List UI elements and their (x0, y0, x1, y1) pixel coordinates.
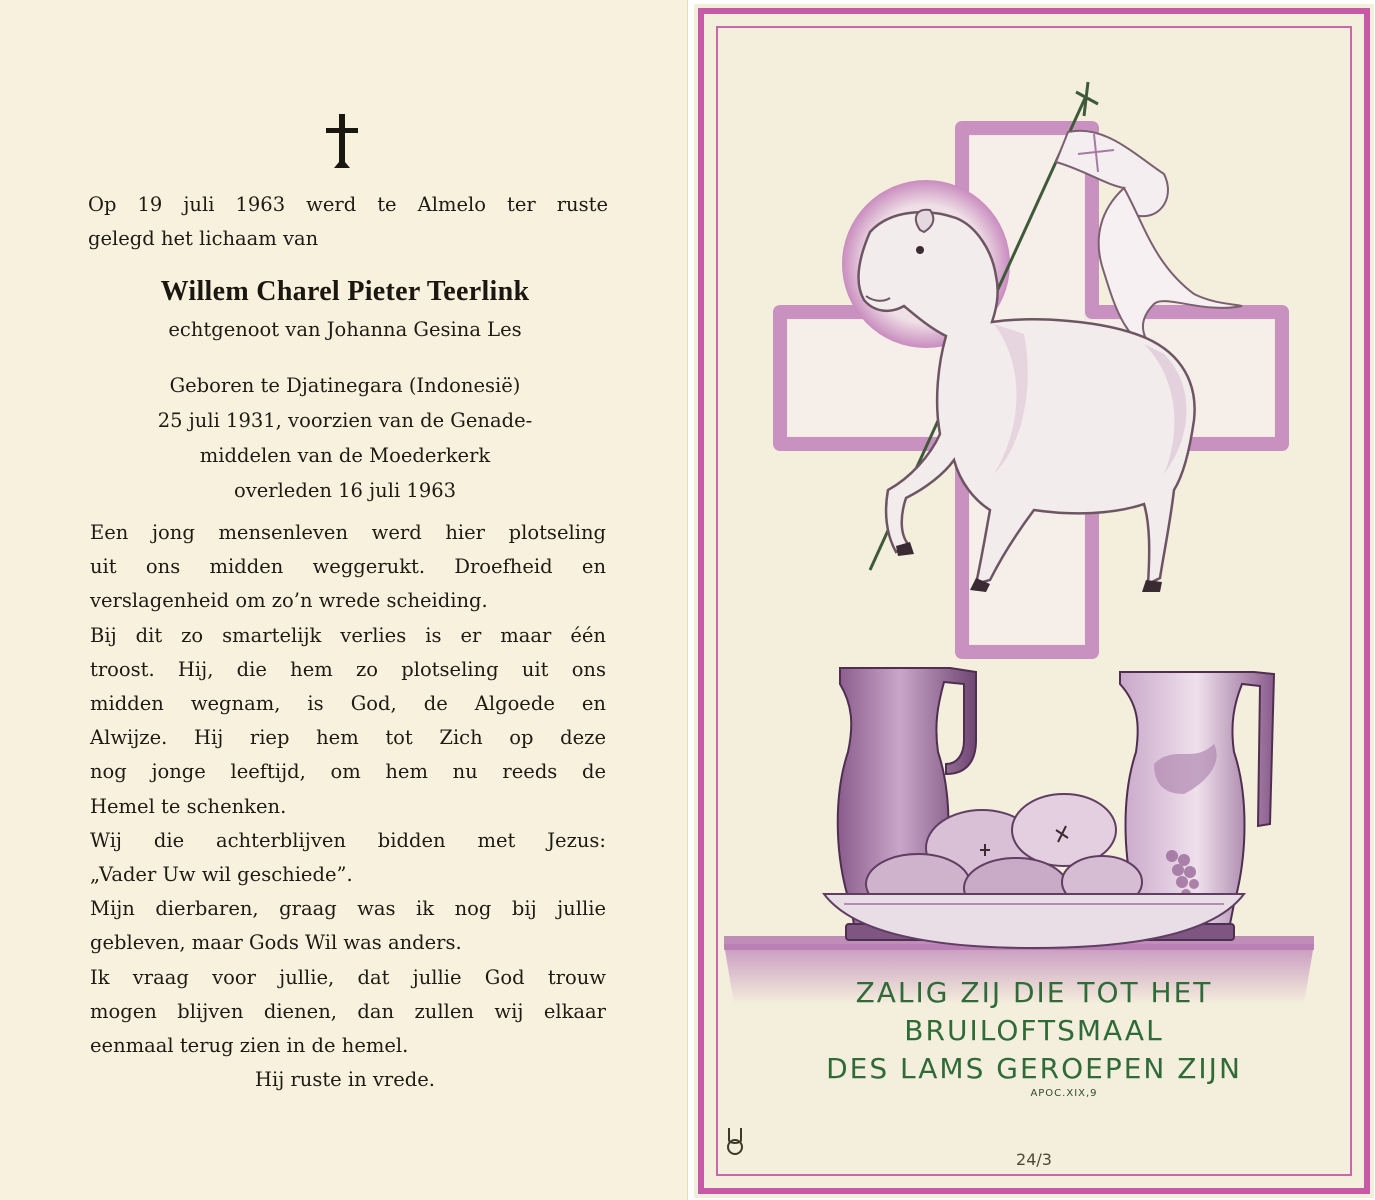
deceased-name: Willem Charel Pieter Teerlink (160, 276, 530, 307)
caption-line: ZALIG ZIJ DIE TOT HET (855, 976, 1213, 1009)
intro-line: gelegd het lichaam van (88, 227, 319, 250)
eulogy-line: nog jonge leeftijd, om hem nu reeds de (90, 760, 606, 784)
cross-icon (322, 112, 362, 170)
eulogy-line: Alwijze. Hij riep hem tot Zich op deze (90, 726, 606, 750)
bio-line: 25 juli 1931, voorzien van de Genade- (157, 409, 533, 432)
intro-text (88, 188, 608, 256)
scripture-reference: APOC.XIX,9 (1030, 1088, 1098, 1099)
eulogy-line: midden wegnam, is God, de Algoede en (90, 692, 606, 716)
eulogy-line: „Vader Uw wil geschiede”. (90, 863, 353, 887)
bio-line: middelen van de Moederkerk (199, 444, 491, 467)
eulogy-text (90, 516, 606, 1063)
eulogy-line: Bij dit zo smartelijk verlies is er maar één (90, 623, 606, 647)
eulogy-line: Een jong mensenleven werd hier plotseling (90, 521, 606, 544)
eulogy-line: troost. Hij, die hem zo plotseling uit ons (90, 657, 606, 681)
eulogy-line: Hemel te schenken. (90, 794, 287, 818)
biography (70, 368, 620, 508)
eulogy-line: mogen blijven dienen, dan zullen wij elkaar (90, 999, 606, 1023)
eulogy-line: Mijn dierbaren, graag was ik nog bij jullie (90, 897, 606, 921)
bio-line: overleden 16 juli 1963 (233, 479, 457, 502)
eulogy-line: Ik vraag voor jullie, dat jullie God trouw (90, 965, 606, 989)
intro-line: Op 19 juli 1963 werd te Almelo ter ruste (88, 193, 608, 216)
bio-line: Geboren te Djatinegara (Indonesië) (169, 374, 521, 397)
eulogy-line: verslagenheid om zo’n wrede scheiding. (90, 589, 488, 613)
eulogy-line: eenmaal terug zien in de hemel. (90, 1034, 409, 1058)
eulogy-line: uit ons midden weggerukt. Droefheid en (90, 555, 606, 579)
spouse-line: echtgenoot van Johanna Gesina Les (168, 318, 522, 341)
eulogy-line: gebleven, maar Gods Wil was anders. (90, 931, 462, 955)
caption-line: BRUILOFTSMAAL (904, 1014, 1164, 1047)
eulogy-line: Wij die achterblijven bidden met Jezus: (90, 828, 606, 852)
closing-line: Hij ruste in vrede. (254, 1068, 436, 1091)
artist-monogram-icon (724, 1126, 746, 1156)
memorial-card-image-side (694, 4, 1374, 1198)
caption-line: DES LAMS GEROEPEN ZIJN (826, 1052, 1242, 1085)
card-number: 24/3 (1016, 1150, 1052, 1169)
